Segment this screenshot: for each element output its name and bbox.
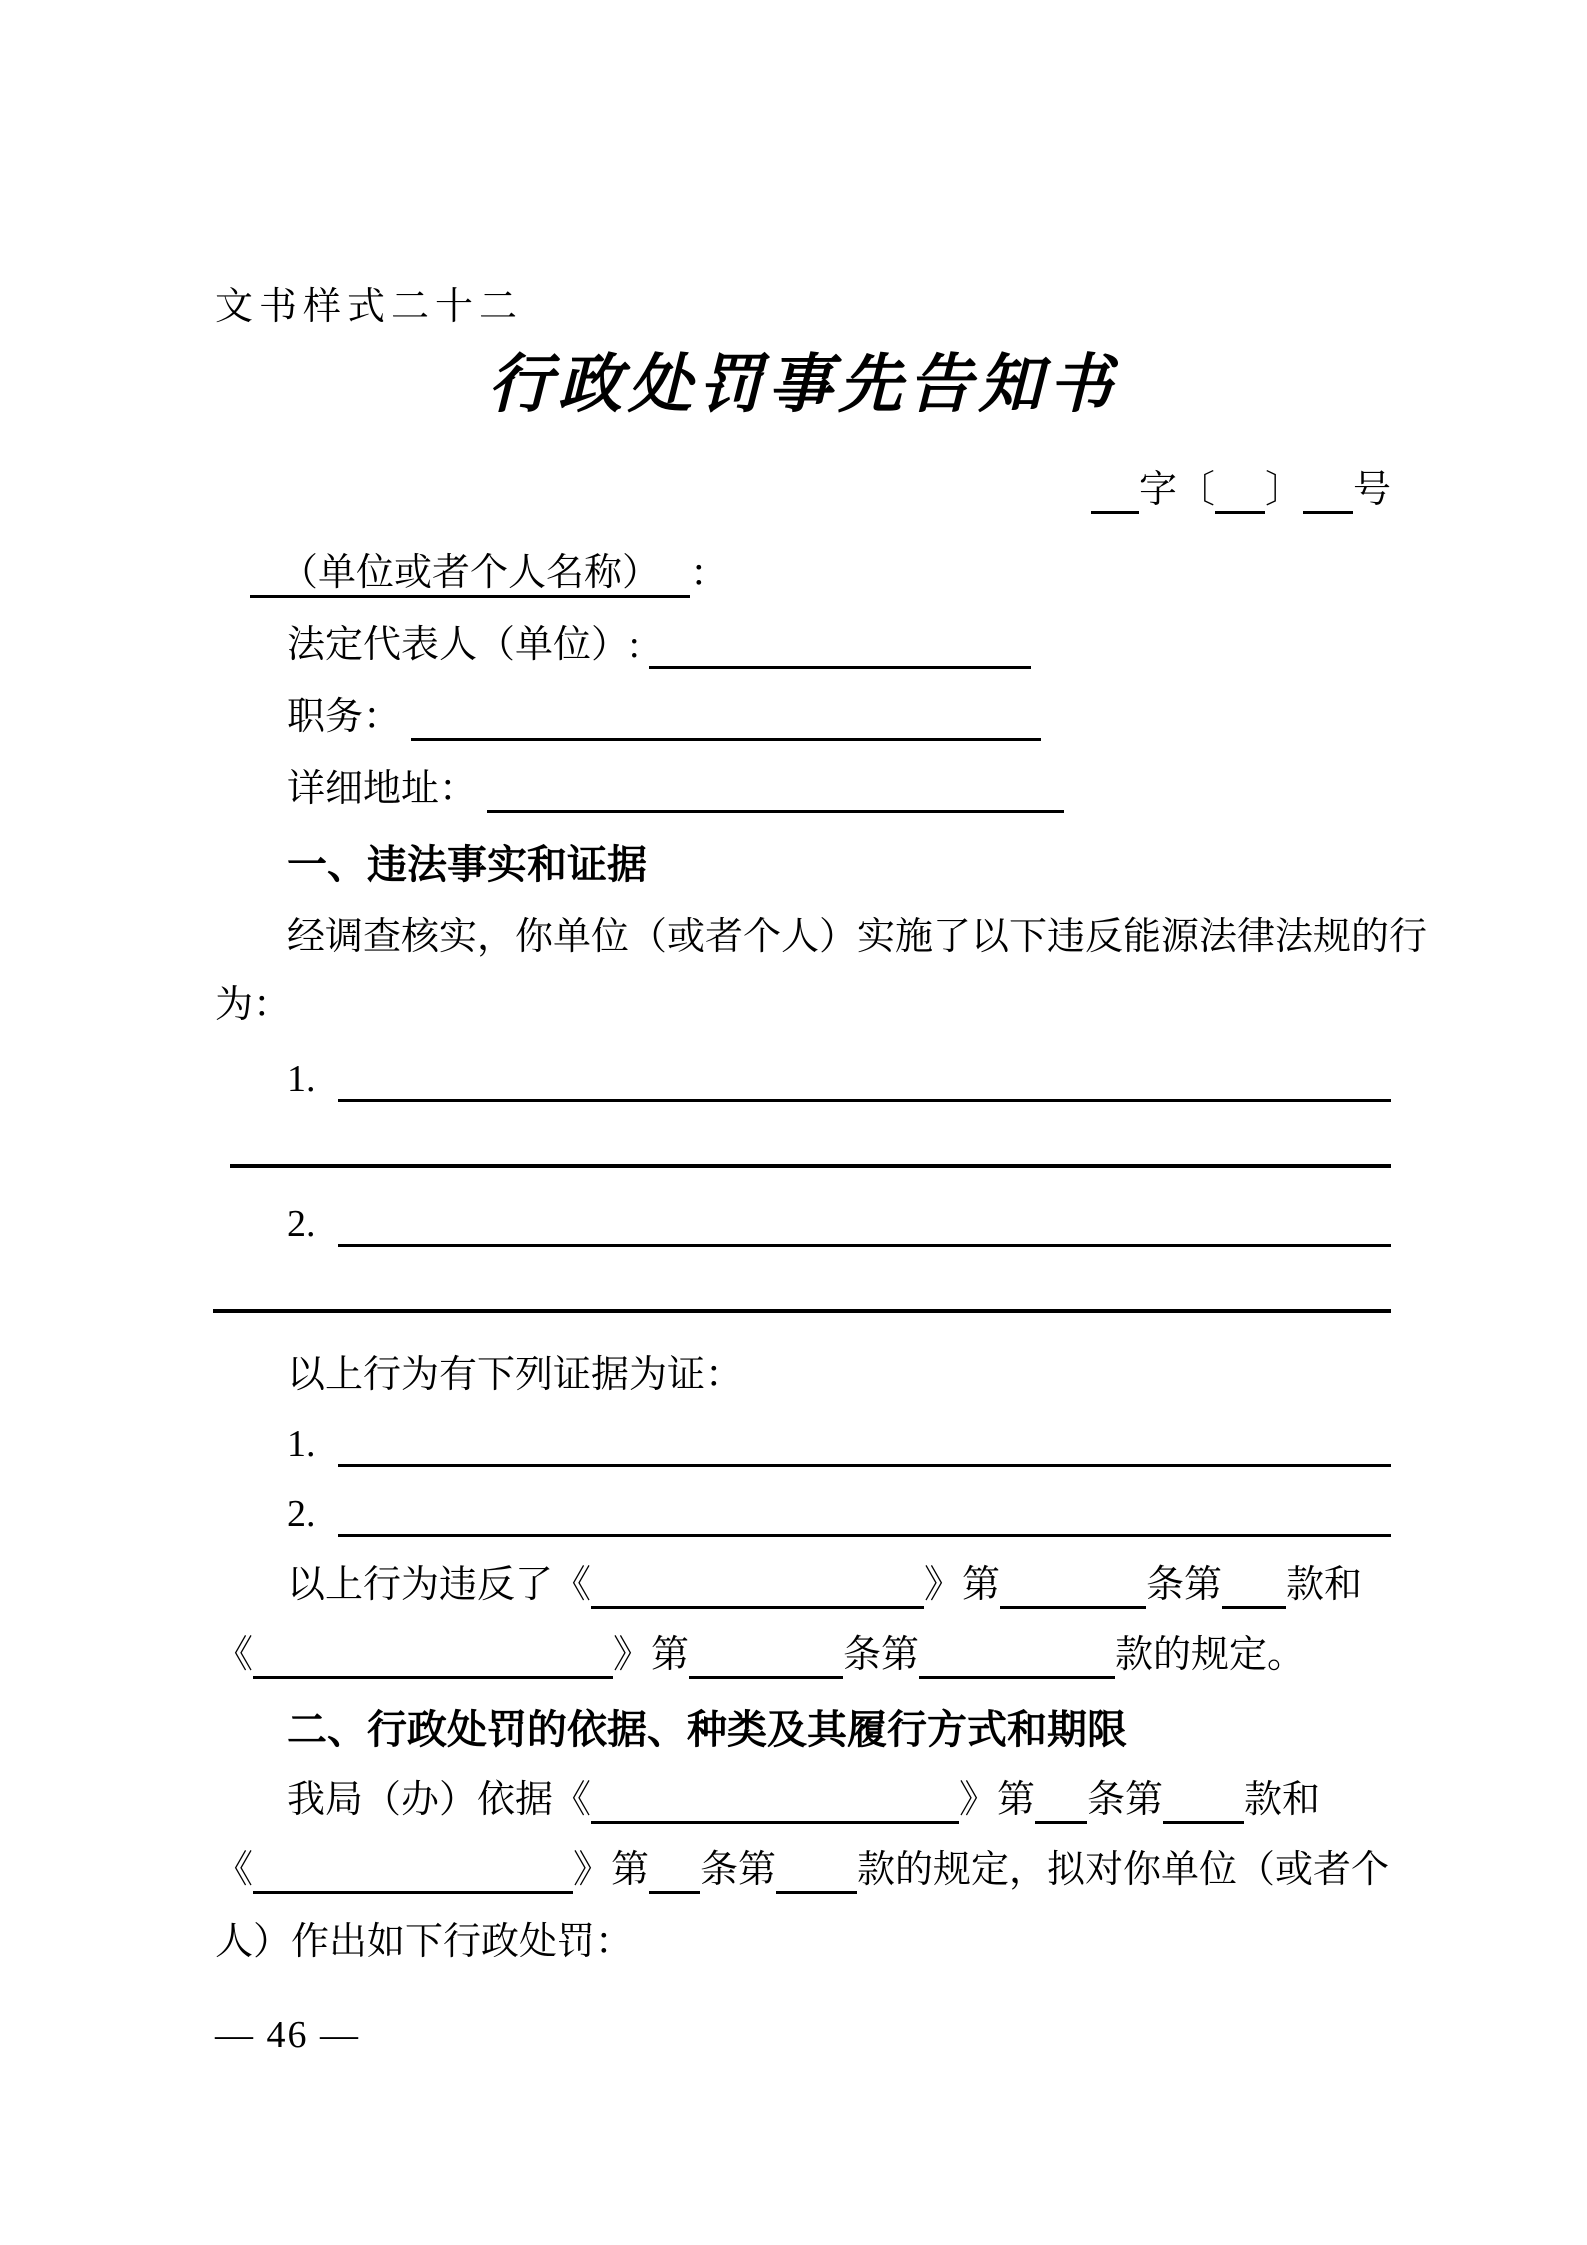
basis-line-2-seg3: 条第 (700, 1849, 777, 1891)
recipient-line (215, 549, 1391, 598)
evidence-item-2-number: 2. (287, 1493, 316, 1535)
violation-line-1-seg1: 以上行为违反了《 (287, 1564, 592, 1606)
section1-intro-line2: 为： (215, 984, 292, 1026)
violation-line-1-seg4: 款和 (1286, 1564, 1363, 1606)
basis-line-1 (215, 1776, 1391, 1824)
address-blank (487, 766, 1064, 813)
basis-line-1-seg3: 条第 (1087, 1779, 1164, 1821)
section2-heading: 二、行政处罚的依据、种类及其履行方式和期限 (287, 1708, 1127, 1752)
doc-number-blank-year (1215, 467, 1265, 514)
doc-style-label: 文书样式二十二 (215, 286, 524, 328)
basis-line-2-seg1: 《 (215, 1849, 254, 1891)
doc-number-bracket-close: 〕 (1264, 469, 1303, 511)
doc-number-line (215, 466, 1391, 514)
evidence-item-1-number: 1. (287, 1423, 316, 1465)
address-label: 详细地址： (287, 768, 478, 810)
violation-line-1-seg3: 条第 (1146, 1564, 1223, 1606)
violation-law2-blank (253, 1632, 613, 1679)
page-title: 行政处罚事先告知书 (488, 349, 1118, 420)
fact-item-1-blank (338, 1055, 1392, 1102)
basis-article2-blank (649, 1847, 700, 1894)
basis-line-1-seg1: 我局（办）依据《 (287, 1779, 592, 1821)
recipient-colon: ： (690, 553, 729, 595)
doc-number-blank-serial (1303, 467, 1353, 514)
basis-line-2-seg4: 款的规定，拟对你单位（或者个 (857, 1849, 1390, 1891)
legal-rep-blank (649, 622, 1031, 669)
violation-line-2-seg2: 》第 (613, 1634, 690, 1676)
position-blank (411, 694, 1041, 741)
fact-item-2-continuation-line (213, 1309, 1391, 1313)
position-label: 职务： (287, 696, 402, 738)
fact-item-2-blank (338, 1200, 1392, 1247)
violation-line-2-seg1: 《 (215, 1634, 254, 1676)
basis-article1-blank (1035, 1777, 1087, 1824)
violation-line-2-seg3: 条第 (843, 1634, 920, 1676)
violation-law1-blank (591, 1562, 924, 1609)
violation-line-1-seg2: 》第 (924, 1564, 1001, 1606)
address-line (215, 765, 1391, 813)
violation-line-2-seg4: 款的规定。 (1115, 1634, 1306, 1676)
fact-item-1 (215, 1055, 1391, 1103)
evidence-item-1 (215, 1420, 1391, 1468)
violation-line-1 (215, 1561, 1391, 1609)
violation-line-2 (215, 1631, 1391, 1679)
violation-clause1-blank (1222, 1562, 1286, 1609)
doc-number-zi: 字 (1138, 469, 1177, 511)
section1-heading: 一、违法事实和证据 (287, 843, 647, 887)
doc-number-blank-prefix (1091, 467, 1139, 514)
violation-article2-blank (689, 1632, 843, 1679)
fact-item-1-number: 1. (287, 1058, 316, 1100)
fact-item-2-number: 2. (287, 1203, 316, 1245)
basis-line-3: 人）作出如下行政处罚： (215, 1921, 634, 1963)
legal-rep-line (215, 621, 1391, 669)
fact-item-1-continuation-line (230, 1164, 1391, 1168)
basis-line-1-seg4: 款和 (1244, 1779, 1321, 1821)
basis-line-2 (215, 1846, 1391, 1894)
page-number: — 46 — (215, 2014, 360, 2056)
basis-law2-blank (253, 1847, 573, 1894)
position-line (215, 693, 1391, 741)
evidence-item-2 (215, 1490, 1391, 1538)
basis-law1-blank (591, 1777, 959, 1824)
doc-number-bracket-open: 〔 (1176, 469, 1215, 511)
evidence-item-2-blank (338, 1490, 1392, 1537)
section1-intro-line1: 经调查核实，你单位（或者个人）实施了以下违反能源法律法规的行 (287, 916, 1428, 958)
basis-clause2-blank (776, 1847, 857, 1894)
basis-line-1-seg2: 》第 (959, 1779, 1036, 1821)
evidence-intro: 以上行为有下列证据为证： (287, 1354, 744, 1396)
legal-rep-label: 法定代表人（单位）: (287, 624, 640, 666)
violation-article1-blank (1000, 1562, 1146, 1609)
basis-line-2-seg2: 》第 (573, 1849, 650, 1891)
recipient-name-placeholder: （单位或者个人名称） (250, 549, 690, 598)
basis-clause1-blank (1163, 1777, 1244, 1824)
violation-clause2-blank (919, 1632, 1115, 1679)
fact-item-2 (215, 1200, 1391, 1248)
doc-number-hao: 号 (1352, 469, 1391, 511)
evidence-item-1-blank (338, 1420, 1392, 1467)
